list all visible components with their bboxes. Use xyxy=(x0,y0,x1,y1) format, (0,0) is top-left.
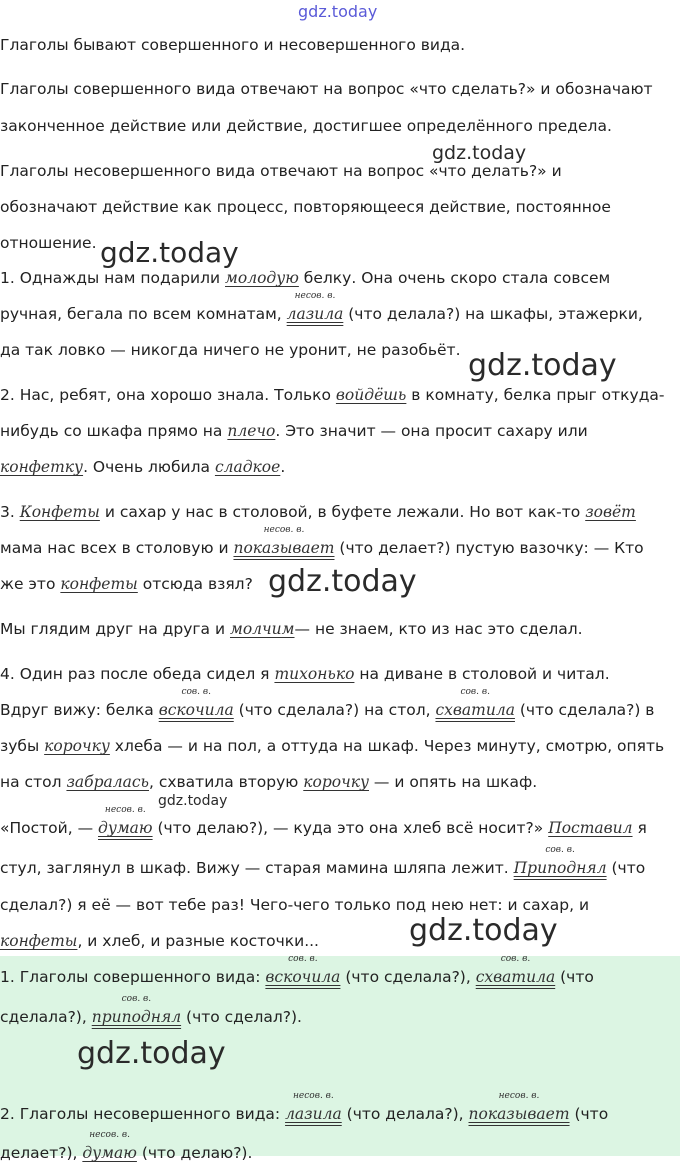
watermark: gdz.today xyxy=(468,348,617,383)
theory-line: отношение. xyxy=(0,234,97,252)
text-line: да так ловко — никогда ничего не уронит, не разобьёт. xyxy=(0,341,461,359)
text-line: сделал?) я её — вот тебе раз! Чего-чего только под нею нет: и сахар, и xyxy=(0,896,590,914)
text-line: мама нас всех в столовую и несов. в. показывает (что делает?) пустую вазочку: — Кто xyxy=(0,525,644,557)
annotated-verb: сов. в. схватила xyxy=(475,954,556,986)
text-line: нибудь со шкафа прямо на плечо. Это значит — она просит сахару или xyxy=(0,422,588,440)
text-line: конфетку. Очень любила сладкое. xyxy=(0,458,286,476)
annotated-verb: несов. в. показывает xyxy=(233,525,335,557)
marked-word: конфеты xyxy=(0,932,78,950)
marked-word: Конфеты xyxy=(19,503,100,521)
text-line: 4. Один раз после обеда сидел я тихонько на диване в столовой и читал. xyxy=(0,665,610,683)
watermark: gdz.today xyxy=(268,564,417,599)
marked-word: корочку xyxy=(44,737,110,755)
aspect-label: несов. в. xyxy=(294,291,336,301)
watermark: gdz.today xyxy=(77,1036,226,1071)
marked-word: тихонько xyxy=(274,665,355,683)
aspect-label: несов. в. xyxy=(498,1091,540,1101)
theory-line: законченное действие или действие, достигшее определённого предела. xyxy=(0,117,612,135)
marked-word: молчим xyxy=(229,620,295,638)
annotated-verb: несов. в. показывает xyxy=(468,1091,570,1123)
annotated-verb: сов. в. приподнял xyxy=(91,994,182,1026)
text-line: 2. Нас, ребят, она хорошо знала. Только войдёшь в комнату, белка прыг откуда- xyxy=(0,386,665,404)
text-line: конфеты, и хлеб, и разные косточки... xyxy=(0,932,319,950)
watermark: gdz.today xyxy=(432,142,527,164)
aspect-label: сов. в. xyxy=(500,954,531,964)
marked-word: Поставил xyxy=(548,819,633,837)
watermark-top: gdz.today xyxy=(298,2,378,21)
text-line: «Постой, — несов. в. думаю (что делаю?), — куда это она хлеб всё носит?» Поставил я xyxy=(0,805,647,837)
text-line: 3. Конфеты и сахар у нас в столовой, в буфете лежали. Но вот как-то зовёт xyxy=(0,503,636,521)
annotated-verb: сов. в. схватила xyxy=(435,687,515,719)
annotated-verb: несов. в. лазила xyxy=(285,1091,342,1123)
aspect-label: сов. в. xyxy=(121,994,152,1004)
theory-line: Глаголы несовершенного вида отвечают на вопрос «что делать?» и xyxy=(0,162,562,180)
aspect-label: несов. в. xyxy=(293,1091,334,1101)
text-line: на стол забралась, схватила вторую корочку — и опять на шкаф. xyxy=(0,773,538,791)
answer-line: сделала?), сов. в. приподнял (что сделал?). xyxy=(0,994,302,1026)
answer-line: 1. Глаголы совершенного вида: сов. в. вскочила (что сделала?), сов. в. схватила (что xyxy=(0,954,594,986)
marked-word: конфеты xyxy=(60,575,138,593)
annotated-verb: сов. в. вскочила xyxy=(158,687,234,719)
annotated-verb: несов. в. думаю xyxy=(98,805,153,837)
annotated-verb: несов. в. думаю xyxy=(82,1130,137,1162)
annotated-verb: сов. в. вскочила xyxy=(265,954,341,986)
marked-word: войдёшь xyxy=(335,386,407,404)
marked-word: молодую xyxy=(225,269,299,287)
aspect-label: несов. в. xyxy=(263,525,305,535)
text-line: ручная, бегала по всем комнатам, несов. в. лазила (что делала?) на шкафы, этажерки, xyxy=(0,291,643,323)
theory-line: обозначают действие как процесс, повторяющееся действие, постоянное xyxy=(0,198,611,216)
annotated-verb: несов. в. лазила xyxy=(286,291,344,323)
marked-word: сладкое xyxy=(214,458,281,476)
text-line: же это конфеты отсюда взял? xyxy=(0,575,253,593)
marked-word: плечо xyxy=(227,422,276,440)
theory-line: Глаголы совершенного вида отвечают на вопрос «что сделать?» и обозначают xyxy=(0,80,653,98)
marked-word: корочку xyxy=(303,773,369,791)
text-line: Мы глядим друг на друга и молчим— не знаем, кто из нас это сделал. xyxy=(0,620,583,638)
text-line: стул, заглянул в шкаф. Вижу — старая мамина шляпа лежит. сов. в. Приподнял (что xyxy=(0,845,646,877)
aspect-label: сов. в. xyxy=(181,687,211,697)
watermark: gdz.today xyxy=(100,236,239,269)
marked-word: забралась xyxy=(66,773,149,791)
annotated-verb: сов. в. Приподнял xyxy=(513,845,607,877)
answer-line: 2. Глаголы несовершенного вида: несов. в. лазила (что делала?), несов. в. показывает (что xyxy=(0,1091,609,1123)
aspect-label: сов. в. xyxy=(545,845,575,855)
marked-word: зовёт xyxy=(585,503,636,521)
watermark: gdz.today xyxy=(158,793,228,809)
watermark: gdz.today xyxy=(409,913,558,948)
aspect-label: сов. в. xyxy=(460,687,490,697)
text-line: зубы корочку хлеба — и на пол, а оттуда на шкаф. Через минуту, смотрю, опять xyxy=(0,737,665,755)
aspect-label: несов. в. xyxy=(104,805,146,815)
answer-line: делает?), несов. в. думаю (что делаю?). xyxy=(0,1130,253,1162)
text-line: Вдруг вижу: белка сов. в. вскочила (что сделала?) на стол, сов. в. схватила (что сделала?) в xyxy=(0,687,655,719)
marked-word: конфетку xyxy=(0,458,84,476)
text-line: 1. Однажды нам подарили молодую белку. Она очень скоро стала совсем xyxy=(0,269,611,287)
aspect-label: несов. в. xyxy=(89,1130,131,1140)
theory-line: Глаголы бывают совершенного и несовершенного вида. xyxy=(0,36,466,54)
aspect-label: сов. в. xyxy=(288,954,318,964)
